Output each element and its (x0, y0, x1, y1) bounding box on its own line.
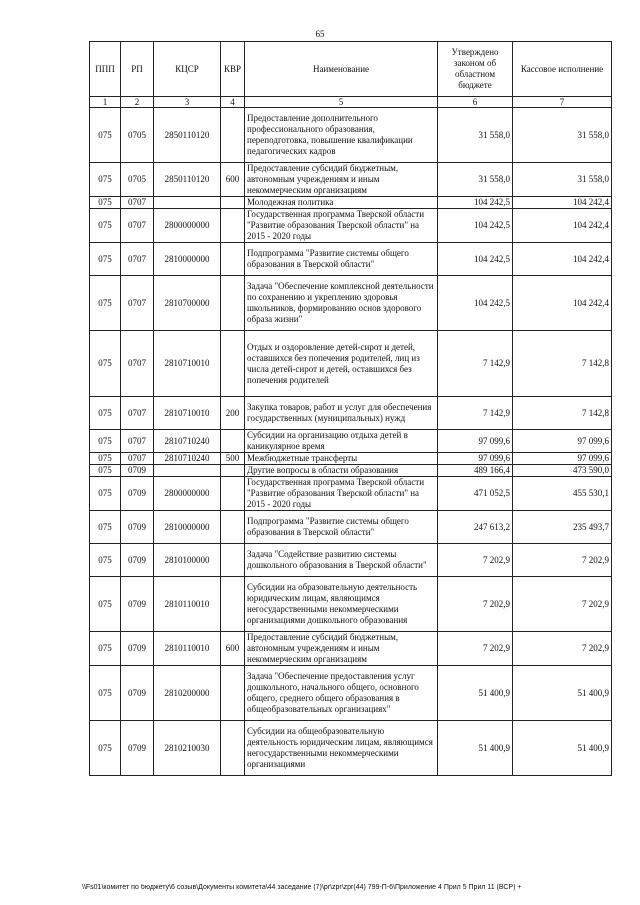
page-number: 65 (315, 29, 325, 39)
cell-kvr (221, 544, 245, 577)
cell-name: Задача "Обеспечение предоставления услуг дошкольного, начального общего, основного общего, среднего общего образования в общеобразовательных организациях" (245, 666, 438, 721)
table-row (90, 243, 612, 276)
cell-kvr (221, 430, 245, 453)
cell-ppp: 075 (90, 331, 121, 397)
header-row (90, 42, 612, 97)
cell-kvr: 200 (221, 397, 245, 430)
cell-executed: 7 142,8 (513, 331, 612, 397)
header-index: 4 (221, 97, 245, 108)
cell-kcsr: 2800000000 (154, 209, 221, 243)
cell-kcsr: 2810710240 (154, 430, 221, 453)
header-executed: Кассовое исполнение (513, 42, 612, 97)
table-row (90, 108, 612, 163)
cell-approved: 7 202,9 (438, 632, 513, 666)
cell-name: Другие вопросы в области образования (245, 465, 438, 477)
header-index-row (90, 97, 612, 108)
table-row (90, 163, 612, 197)
cell-ppp: 075 (90, 108, 121, 163)
cell-name: Предоставление субсидий бюджетным, автономным учреждениям и иным некоммерческим организациям (245, 632, 438, 666)
table-row (90, 721, 612, 776)
cell-ppp: 075 (90, 397, 121, 430)
cell-approved: 97 099,6 (438, 453, 513, 465)
cell-name: Отдых и оздоровление детей-сирот и детей, оставшихся без попечения родителей, лиц из числа детей-сирот и детей, оставшихся без попечения родителей (245, 331, 438, 397)
cell-rp: 0707 (121, 397, 154, 430)
header-name: Наименование (245, 42, 438, 97)
cell-kvr (221, 577, 245, 632)
cell-name: Молодежная политика (245, 197, 438, 209)
cell-approved: 31 558,0 (438, 108, 513, 163)
cell-executed: 7 202,9 (513, 544, 612, 577)
cell-kcsr: 2850110120 (154, 163, 221, 197)
cell-rp: 0707 (121, 331, 154, 397)
table-row (90, 276, 612, 331)
cell-name: Межбюджетные трансферты (245, 453, 438, 465)
cell-name: Предоставление субсидий бюджетным, автономным учреждениям и иным некоммерческим организациям (245, 163, 438, 197)
cell-ppp: 075 (90, 577, 121, 632)
cell-approved: 7 142,9 (438, 397, 513, 430)
cell-executed: 455 530,1 (513, 477, 612, 511)
cell-name: Задача "Обеспечение комплексной деятельности по сохранению и укреплению здоровья школьников, формированию основ здорового образа жизни" (245, 276, 438, 331)
table-row (90, 209, 612, 243)
cell-ppp: 075 (90, 632, 121, 666)
cell-name: Государственная программа Тверской области "Развитие образования Тверской области" на 2015 - 2020 годы (245, 477, 438, 511)
cell-kcsr: 2810000000 (154, 243, 221, 276)
cell-kcsr: 2850110120 (154, 108, 221, 163)
cell-kcsr: 2800000000 (154, 477, 221, 511)
cell-approved: 247 613,2 (438, 511, 513, 544)
cell-rp: 0707 (121, 276, 154, 331)
cell-approved: 471 052,5 (438, 477, 513, 511)
cell-ppp: 075 (90, 243, 121, 276)
cell-kvr (221, 243, 245, 276)
cell-ppp: 075 (90, 430, 121, 453)
table-row (90, 666, 612, 721)
cell-executed: 31 558,0 (513, 108, 612, 163)
cell-rp: 0705 (121, 163, 154, 197)
header-index: 2 (121, 97, 154, 108)
cell-kcsr: 2810710010 (154, 397, 221, 430)
cell-name: Закупка товаров, работ и услуг для обеспечения государственных (муниципальных) нужд (245, 397, 438, 430)
cell-executed: 31 558,0 (513, 163, 612, 197)
cell-approved: 7 202,9 (438, 544, 513, 577)
cell-executed: 104 242,4 (513, 276, 612, 331)
table-row (90, 197, 612, 209)
budget-table (89, 41, 612, 776)
cell-ppp: 075 (90, 197, 121, 209)
cell-kvr (221, 108, 245, 163)
cell-kvr: 600 (221, 632, 245, 666)
cell-executed: 235 493,7 (513, 511, 612, 544)
cell-kvr (221, 209, 245, 243)
cell-ppp: 075 (90, 721, 121, 776)
cell-kcsr (154, 465, 221, 477)
header-ppp: ППП (90, 42, 121, 97)
cell-executed: 7 142,8 (513, 397, 612, 430)
cell-name: Субсидии на образовательную деятельность юридическим лицам, являющимся негосударственными некоммерческими организациями дошкольного образования (245, 577, 438, 632)
header-kcsr: КЦСР (154, 42, 221, 97)
table-row (90, 544, 612, 577)
cell-executed: 473 590,0 (513, 465, 612, 477)
cell-kvr (221, 276, 245, 331)
cell-kcsr: 2810100000 (154, 544, 221, 577)
table-row (90, 430, 612, 453)
cell-name: Предоставление дополнительного профессионального образования, переподготовка, повышение квалификации педагогических кадров (245, 108, 438, 163)
table-row (90, 397, 612, 430)
cell-rp: 0707 (121, 430, 154, 453)
cell-executed: 51 400,9 (513, 721, 612, 776)
cell-rp: 0709 (121, 721, 154, 776)
header-index: 1 (90, 97, 121, 108)
cell-kcsr (154, 197, 221, 209)
cell-executed: 7 202,9 (513, 632, 612, 666)
cell-name: Субсидии на общеобразовательную деятельность юридическим лицам, являющимся негосударственными некоммерческими организациями (245, 721, 438, 776)
cell-kcsr: 2810210030 (154, 721, 221, 776)
cell-name: Государственная программа Тверской области "Развитие образования Тверской области" на 2015 - 2020 годы (245, 209, 438, 243)
cell-executed: 104 242,4 (513, 197, 612, 209)
header-index: 5 (245, 97, 438, 108)
cell-rp: 0709 (121, 465, 154, 477)
cell-kvr: 600 (221, 163, 245, 197)
cell-approved: 489 166,4 (438, 465, 513, 477)
cell-executed: 104 242,4 (513, 209, 612, 243)
cell-ppp: 075 (90, 477, 121, 511)
file-path-footer: \\Fs01\комитет по бюджету\6 созыв\Документы комитета\44 заседание (7)\pr\zpr\zpr(44) 799-П-6\Приложение 4 Прил 5 Прил 11 (ВСР) + (82, 884, 522, 891)
cell-rp: 0709 (121, 477, 154, 511)
table-row (90, 511, 612, 544)
table-row (90, 453, 612, 465)
cell-kcsr: 2810200000 (154, 666, 221, 721)
header-rp: РП (121, 42, 154, 97)
cell-kvr (221, 197, 245, 209)
cell-rp: 0709 (121, 544, 154, 577)
header-index: 7 (513, 97, 612, 108)
cell-rp: 0709 (121, 577, 154, 632)
cell-kvr: 500 (221, 453, 245, 465)
cell-ppp: 075 (90, 163, 121, 197)
cell-approved: 97 099,6 (438, 430, 513, 453)
cell-kvr (221, 331, 245, 397)
cell-kvr (221, 666, 245, 721)
cell-executed: 7 202,9 (513, 577, 612, 632)
header-index: 6 (438, 97, 513, 108)
cell-rp: 0709 (121, 666, 154, 721)
cell-kvr (221, 465, 245, 477)
cell-rp: 0707 (121, 453, 154, 465)
cell-ppp: 075 (90, 465, 121, 477)
cell-name: Подпрограмма "Развитие системы общего образования в Тверской области" (245, 511, 438, 544)
cell-approved: 104 242,5 (438, 276, 513, 331)
cell-kvr (221, 511, 245, 544)
cell-kvr (221, 477, 245, 511)
table-row (90, 632, 612, 666)
cell-kcsr: 2810700000 (154, 276, 221, 331)
cell-name: Подпрограмма "Развитие системы общего образования в Тверской области" (245, 243, 438, 276)
table-row (90, 577, 612, 632)
cell-kcsr: 2810000000 (154, 511, 221, 544)
header-index: 3 (154, 97, 221, 108)
cell-approved: 104 242,5 (438, 243, 513, 276)
cell-ppp: 075 (90, 511, 121, 544)
cell-name: Задача "Содействие развитию системы дошкольного образования в Тверской области" (245, 544, 438, 577)
cell-ppp: 075 (90, 209, 121, 243)
cell-executed: 104 242,4 (513, 243, 612, 276)
cell-rp: 0707 (121, 197, 154, 209)
cell-kvr (221, 721, 245, 776)
cell-rp: 0707 (121, 209, 154, 243)
cell-executed: 51 400,9 (513, 666, 612, 721)
cell-approved: 51 400,9 (438, 666, 513, 721)
cell-approved: 31 558,0 (438, 163, 513, 197)
cell-approved: 104 242,5 (438, 197, 513, 209)
cell-kcsr: 2810710010 (154, 331, 221, 397)
table-row (90, 477, 612, 511)
cell-approved: 104 242,5 (438, 209, 513, 243)
cell-approved: 7 142,9 (438, 331, 513, 397)
cell-ppp: 075 (90, 544, 121, 577)
cell-rp: 0709 (121, 632, 154, 666)
cell-ppp: 075 (90, 276, 121, 331)
cell-rp: 0707 (121, 243, 154, 276)
cell-name: Субсидии на организацию отдыха детей в каникулярное время (245, 430, 438, 453)
cell-executed: 97 099,6 (513, 453, 612, 465)
cell-ppp: 075 (90, 453, 121, 465)
cell-approved: 51 400,9 (438, 721, 513, 776)
cell-kcsr: 2810110010 (154, 577, 221, 632)
header-kvr: КВР (221, 42, 245, 97)
table-row (90, 465, 612, 477)
table-row (90, 331, 612, 397)
cell-kcsr: 2810110010 (154, 632, 221, 666)
cell-approved: 7 202,9 (438, 577, 513, 632)
cell-ppp: 075 (90, 666, 121, 721)
header-approved: Утверждено законом об областном бюджете (438, 42, 513, 97)
cell-rp: 0709 (121, 511, 154, 544)
cell-executed: 97 099,6 (513, 430, 612, 453)
cell-rp: 0705 (121, 108, 154, 163)
cell-kcsr: 2810710240 (154, 453, 221, 465)
